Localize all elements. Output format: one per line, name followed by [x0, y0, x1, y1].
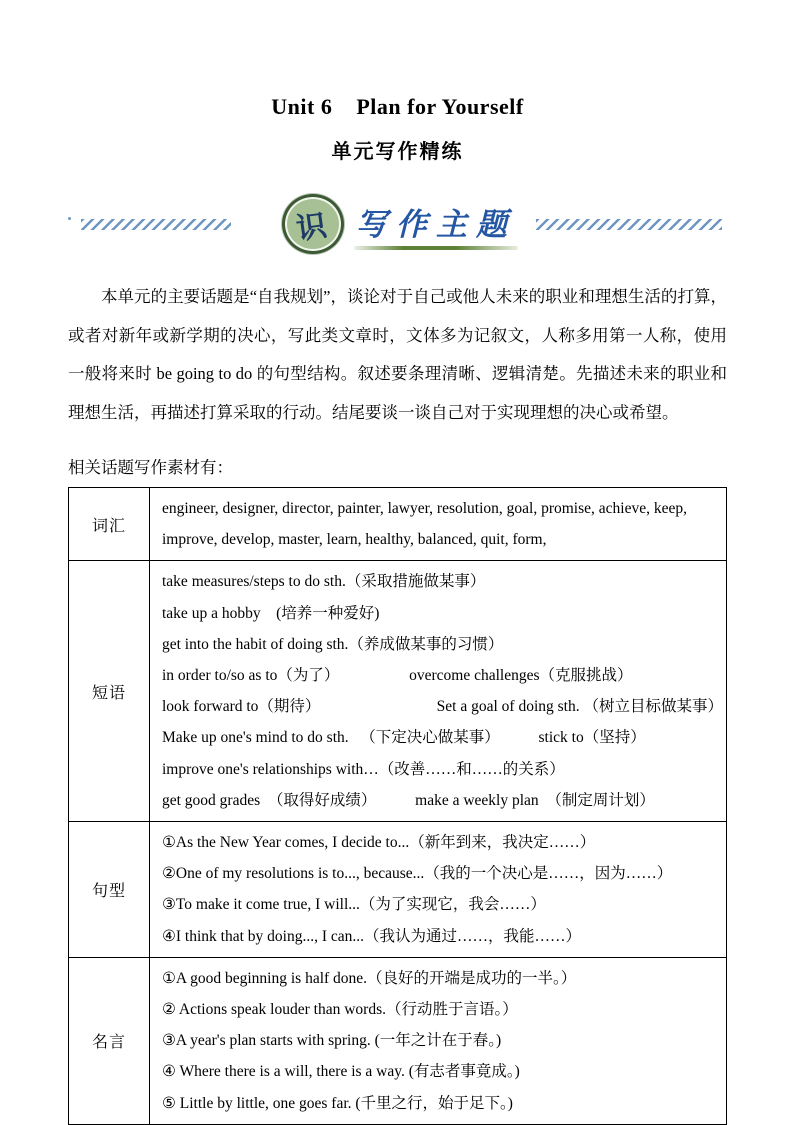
table-line: get good grades （取得好成绩） make a weekly plan （制定周计划） [162, 791, 655, 809]
hatch-left-icon [81, 219, 231, 230]
table-line: ③A year's plan starts with spring. (一年之计在于春。) [162, 1032, 502, 1050]
row-content-quotes [150, 957, 727, 1124]
row-label-quotes: 名言 [69, 957, 150, 1124]
table-line: Make up one's mind to do sth. （下定决心做某事） stick to（坚持） [162, 729, 646, 747]
table-line: take measures/steps to do sth.（采取措施做某事） [162, 573, 486, 591]
banner-label-wrap [352, 199, 520, 250]
page-subtitle: 单元写作精练 [331, 141, 464, 163]
row-label-vocabulary: 词汇 [69, 488, 150, 561]
table-line: take up a hobby (培养一种爱好) [162, 604, 380, 622]
materials-lead: 相关话题写作素材有： [68, 457, 233, 477]
table-row-vocabulary [69, 488, 727, 561]
table-row-phrases [69, 561, 727, 822]
page-title: Unit 6 Plan for Yourself [271, 94, 524, 119]
table-row-quotes [69, 957, 727, 1124]
table-row-sentence-patterns [69, 822, 727, 958]
seal-icon [282, 194, 344, 254]
table-line: ④ Where there is a will, there is a way. (有志者事竟成。) [162, 1063, 520, 1081]
section-banner [68, 191, 727, 257]
table-line: ③To make it come true, I will...（为了实现它，我会……） [162, 896, 546, 914]
row-label-sentence-patterns: 句型 [69, 822, 150, 958]
table-line: improve one's relationships with…（改善……和……的关系） [162, 760, 565, 778]
seal-icon-char: 识 [294, 209, 329, 247]
table-line: ①A good beginning is half done.（良好的开端是成功的一半。） [162, 969, 577, 987]
table-line: engineer, designer, director, painter, lawyer, resolution, goal, promise, achieve, keep, [162, 500, 687, 517]
materials-table [68, 487, 727, 1125]
intro-paragraph: 本单元的主要话题是“自我规划”，谈论对于自己或他人未来的职业和理想生活的打算，或者对新年或新学期的决心，写此类文章时，文体多为记叙文，人称多用第一人称，使用一般将来时 be going to do 的句型结构。叙述要条理清晰、逻辑清楚。先描述未来的职业和理想生活，再描述打算采取的行动。结尾要谈一谈自己对于实现理想的决心或希望。 [68, 287, 727, 422]
banner-underline [354, 246, 518, 250]
table-line: look forward to（期待） Set a goal of doing sth. （树立目标做某事） [162, 698, 723, 716]
table-line: ⑤ Little by little, one goes far. (千里之行，始于足下。) [162, 1094, 513, 1112]
table-line: ①As the New Year comes, I decide to...（新年到来，我决定……） [162, 834, 596, 852]
table-line: in order to/so as to（为了） overcome challenges（克服挑战） [162, 667, 633, 685]
banner-label: 写作主题 [356, 206, 516, 242]
table-line: ④I think that by doing..., I can...（我认为通过……，我能……） [162, 927, 582, 945]
table-line: improve, develop, master, learn, healthy, balanced, quit, form, [162, 531, 547, 549]
table-line: get into the habit of doing sth.（养成做某事的习惯） [162, 635, 504, 653]
table-line: ②One of my resolutions is to..., because...（我的一个决心是……，因为……） [162, 865, 673, 883]
hatch-right-icon [536, 219, 722, 230]
row-content-sentence-patterns [150, 822, 727, 958]
materials-table-body [69, 488, 727, 1125]
hatch-dot-icon [68, 217, 71, 220]
row-label-phrases: 短语 [69, 561, 150, 822]
table-line: ② Actions speak louder than words.（行动胜于言语。） [162, 1001, 518, 1019]
row-content-phrases [150, 561, 727, 822]
row-content-vocabulary [150, 488, 727, 561]
